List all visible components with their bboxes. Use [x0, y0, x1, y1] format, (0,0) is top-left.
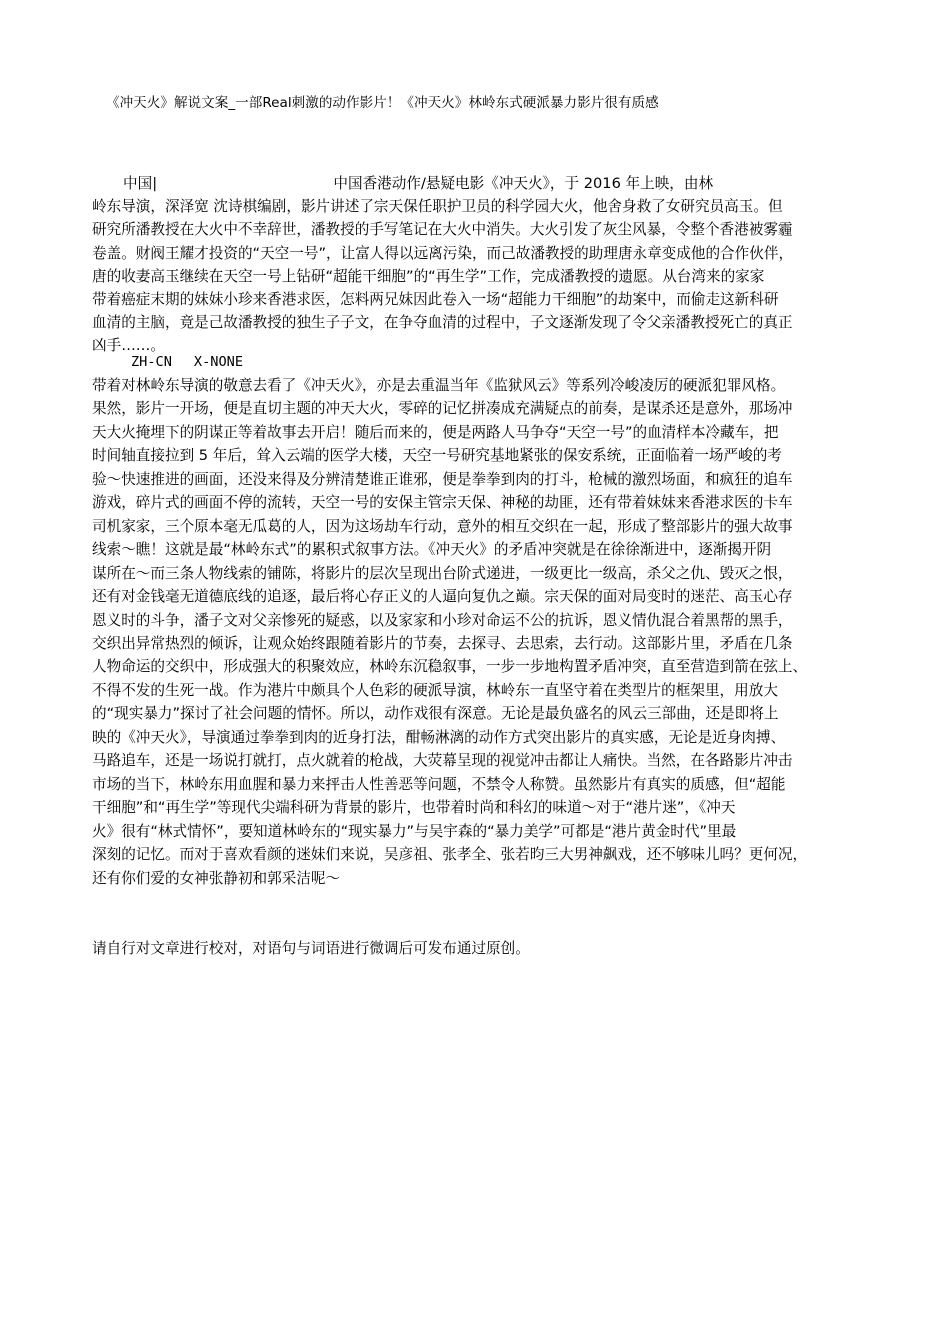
body-line: 不得不发的生死一战。作为港片中颇具个人色彩的硬派导演，林岭东一直坚守着在类型片的框架里，用放大 [92, 681, 778, 699]
body-line: 司机家家，三个原本毫无瓜葛的人，因为这场劫车行动，意外的相互交织在一起，形成了整部影片的强大故事 [92, 517, 793, 535]
body-line: 验～快速推进的画面，还没来得及分辨清楚谁正谁邪，便是拳拳到肉的打斗，枪械的激烈场面，和疯狂的追车 [92, 470, 793, 488]
body-line: 还有对金钱毫无道德底线的追逐，最后将心存正义的人逼向复仇之巅。宗天保的面对局变时的迷茫、高玉心存 [92, 588, 793, 606]
body-line: 马路追车，还是一场说打就打，点火就着的枪战，大荧幕呈现的视觉冲击都让人痛快。当然，在各路影片冲击 [92, 752, 793, 770]
intro-line: 带着癌症末期的妹妹小珍来香港求医，怎料两兄妹因此卷入一场“超能力干细胞”的劫案中，而偷走这新科研 [92, 291, 779, 309]
intro-line: 血清的主脑，竟是己故潘教授的独生子子文，在争夺血清的过程中，子文逐渐发现了令父亲潘教授死亡的真正 [92, 314, 793, 332]
body-line: 人物命运的交织中，形成强大的积聚效应，林岭东沉稳叙事，一步一步地构置矛盾冲突，直至营造到箭在弦上、 [92, 658, 808, 676]
body-line: 的“现实暴力”探讨了社会问题的情怀。所以，动作戏很有深意。无论是最负盛名的风云三部曲，还是即将上 [92, 705, 779, 723]
meta-lang: ZH-CN [131, 354, 172, 370]
intro-paragraph [92, 172, 872, 358]
body-line: 干细胞”和“再生学”等现代尖端科研为背景的影片，也带着时尚和科幻的味道～对于“港片迷”，《冲天 [92, 799, 736, 817]
body-line: 交织出异常热烈的倾诉，让观众始终跟随着影片的节奏，去探寻、去思索，去行动。这部影片里，矛盾在几条 [92, 634, 793, 652]
intro-line: 卷盖。财阀王耀才投资的“天空一号”，让富人得以远离污染，而己故潘教授的助理唐永章变成他的合作伙伴， [92, 244, 794, 262]
body-line: 天大火掩埋下的阴谋正等着故事去开启！随后而来的，便是两路人马争夺“天空一号”的血清样本冷藏车，把 [92, 423, 779, 441]
body-line: 还有你们爱的女神张静初和郭采洁呢～ [92, 869, 341, 887]
intro-line: 岭东导演，深泽宽 沈诗棋编剧，影片讲述了宗天保任职护卫员的科学园大火，他舍身救了女研究员高玉。但 [92, 198, 783, 216]
body-line: 恩义时的斗争，潘子文对父亲惨死的疑惑，以及家家和小珍对命运不公的抗诉，恩义情仇混合着黑帮的黑手， [92, 611, 793, 629]
body-line: 火》很有“林式情怀”，要知道林岭东的“现实暴力”与吴宇森的“暴力美学”可都是“港片黄金时代”里最 [92, 822, 737, 840]
language-meta [131, 352, 243, 372]
body-line: 果然，影片一开场，便是直切主题的冲天大火，零碎的记忆拼凑成充满疑点的前奏，是谋杀还是意外，那场冲 [92, 400, 793, 418]
body-line: 市场的当下，林岭东用血腥和暴力来抨击人性善恶等问题，不禁令人称赞。虽然影片有真实的质感，但“超能 [92, 775, 786, 793]
body-line: 游戏，碎片式的画面不停的流转，天空一号的安保主管宗天保、神秘的劫匪，还有带着妹妹来香港求医的卡车 [92, 494, 793, 512]
intro-line: 凶手……。 [92, 337, 165, 355]
body-line: 映的《冲天火》，导演通过拳拳到肉的近身打法，酣畅淋漓的动作方式突出影片的真实感，无论是近身肉搏、 [92, 728, 786, 746]
body-line: 谋所在～而三条人物线索的铺陈，将影片的层次呈现出台阶式递进，一级更比一级高，杀父之仇、毁灭之恨， [92, 564, 793, 582]
body-line: 带着对林岭东导演的敬意去看了《冲天火》，亦是去重温当年《监狱风云》等系列冷峻凌厉的硬派犯罪风格。 [92, 377, 786, 394]
footer-note: 请自行对文章进行校对，对语句与词语进行微调后可发布通过原创。 [92, 940, 530, 957]
intro-line: 唐的收妻高玉继续在天空一号上钻研“超能干细胞”的“再生学”工作，完成潘教授的遗愿。从台湾来的家家 [92, 267, 765, 285]
intro-line: 研究所潘教授在大火中不幸辞世，潘教授的手写笔记在大火中消失。大火引发了灰尘风暴，令整个香港被雾霾 [92, 221, 793, 239]
body-line: 线索～瞧！这就是最“林岭东式”的累积式叙事方法。《冲天火》的矛盾冲突就是在徐徐渐进中，逐渐揭开阴 [92, 541, 772, 559]
document-title: 《冲天火》解说文案_一部Real刺激的动作影片！《冲天火》林岭东式硬派暴力影片很有质感 [106, 95, 659, 111]
meta-code: X-NONE [193, 354, 244, 370]
intro-line: 中国| 中国香港动作/悬疑电影《冲天火》，于 2016 年上映，由林 [123, 175, 714, 192]
body-line: 深刻的记忆。而对于喜欢看颜的迷妹们来说，吴彦祖、张孝全、张若昀三大男神飙戏，还不够味儿吗？更何况， [92, 846, 808, 864]
body-line: 时间轴直接拉到 5 年后，耸入云端的医学大楼，天空一号研究基地紧张的保安系统，正面临着一场严峻的考 [92, 447, 782, 465]
review-paragraph [92, 374, 872, 890]
